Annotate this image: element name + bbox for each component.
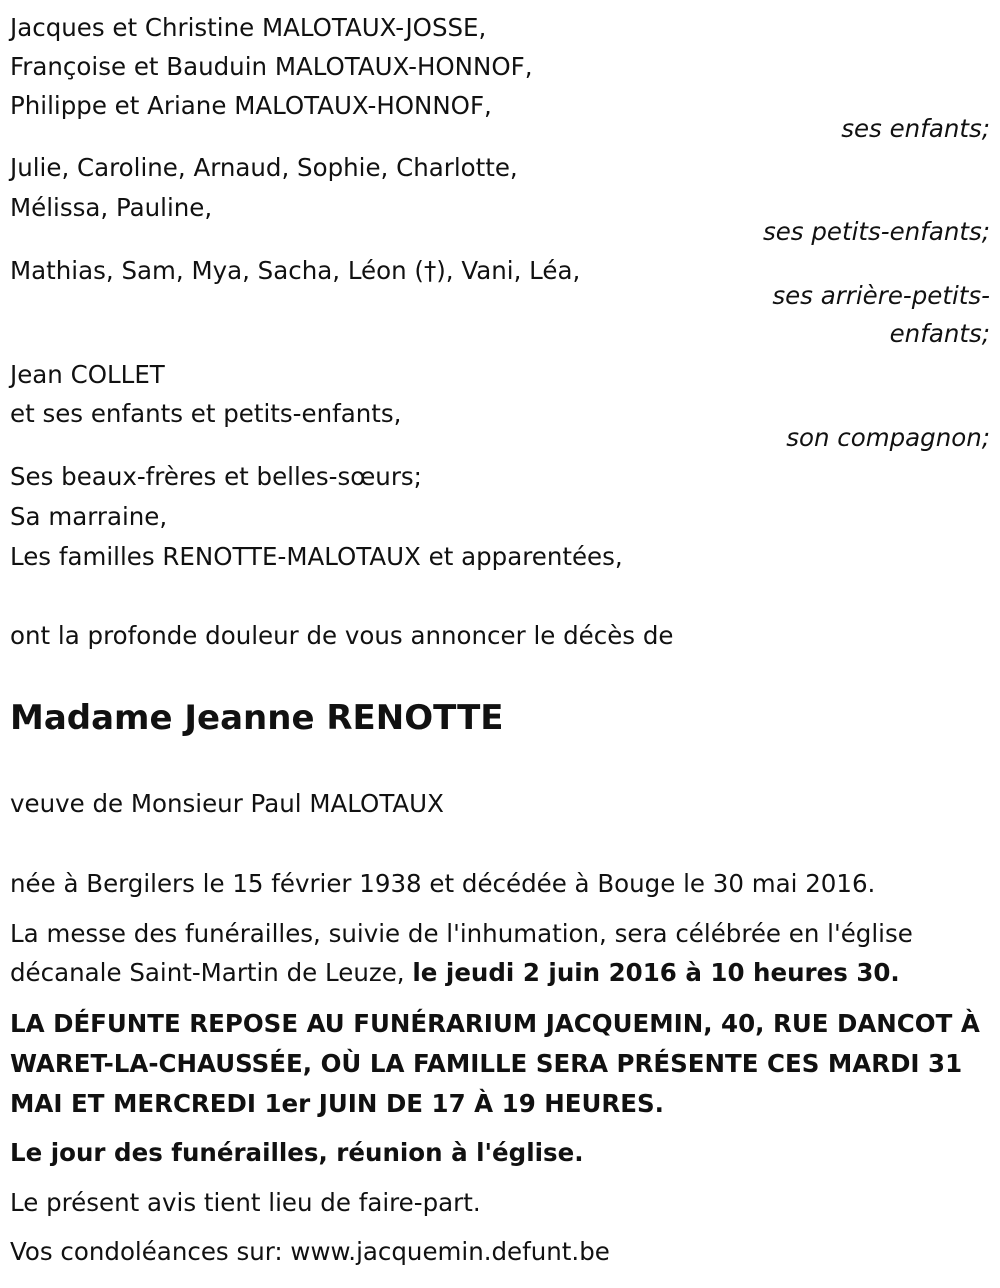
children-role: ses enfants; bbox=[841, 114, 990, 143]
meeting: Le jour des funérailles, réunion à l'église. bbox=[10, 1138, 584, 1167]
great-grandchildren-role: ses arrière-petits- bbox=[772, 281, 990, 310]
others-line: Les familles RENOTTE-MALOTAUX et apparentées, bbox=[10, 542, 623, 571]
great-grandchildren-role: enfants; bbox=[889, 319, 990, 348]
companion-role: son compagnon; bbox=[786, 423, 990, 452]
ceremony-line bbox=[10, 958, 900, 988]
others-line: Sa marraine, bbox=[10, 502, 168, 531]
announcement: ont la profonde douleur de vous annoncer le décès de bbox=[10, 621, 674, 650]
condolences: Vos condoléances sur: www.jacquemin.defunt.be bbox=[10, 1237, 610, 1266]
ceremony-place: décanale Saint-Martin de Leuze, bbox=[10, 958, 405, 987]
repose-line: LA DÉFUNTE REPOSE AU FUNÉRARIUM JACQUEMIN, 40, RUE DANCOT À bbox=[10, 1009, 980, 1038]
birth-death: née à Bergilers le 15 février 1938 et décédée à Bouge le 30 mai 2016. bbox=[10, 869, 876, 898]
others-line: Ses beaux-frères et belles-sœurs; bbox=[10, 462, 422, 491]
deceased-name: Madame Jeanne RENOTTE bbox=[10, 698, 504, 738]
notice: Le présent avis tient lieu de faire-part. bbox=[10, 1188, 481, 1217]
repose-line: MAI ET MERCREDI 1er JUIN DE 17 À 19 HEURES. bbox=[10, 1089, 664, 1118]
companion-line: Jean COLLET bbox=[10, 360, 165, 389]
great-grandchildren-line: Mathias, Sam, Mya, Sacha, Léon (†), Vani, Léa, bbox=[10, 256, 581, 285]
widow-of: veuve de Monsieur Paul MALOTAUX bbox=[10, 789, 444, 818]
grandchildren-role: ses petits-enfants; bbox=[762, 217, 990, 246]
child-line: Philippe et Ariane MALOTAUX-HONNOF, bbox=[10, 91, 492, 120]
repose-line: WARET-LA-CHAUSSÉE, OÙ LA FAMILLE SERA PRÉSENTE CES MARDI 31 bbox=[10, 1049, 963, 1078]
child-line: Françoise et Bauduin MALOTAUX-HONNOF, bbox=[10, 52, 533, 81]
grandchildren-line: Julie, Caroline, Arnaud, Sophie, Charlotte, bbox=[10, 153, 518, 182]
child-line: Jacques et Christine MALOTAUX-JOSSE, bbox=[10, 13, 487, 42]
grandchildren-line: Mélissa, Pauline, bbox=[10, 193, 213, 222]
ceremony-date: le jeudi 2 juin 2016 à 10 heures 30. bbox=[412, 958, 900, 987]
companion-line: et ses enfants et petits-enfants, bbox=[10, 399, 402, 428]
ceremony-line: La messe des funérailles, suivie de l'inhumation, sera célébrée en l'église bbox=[10, 919, 913, 948]
